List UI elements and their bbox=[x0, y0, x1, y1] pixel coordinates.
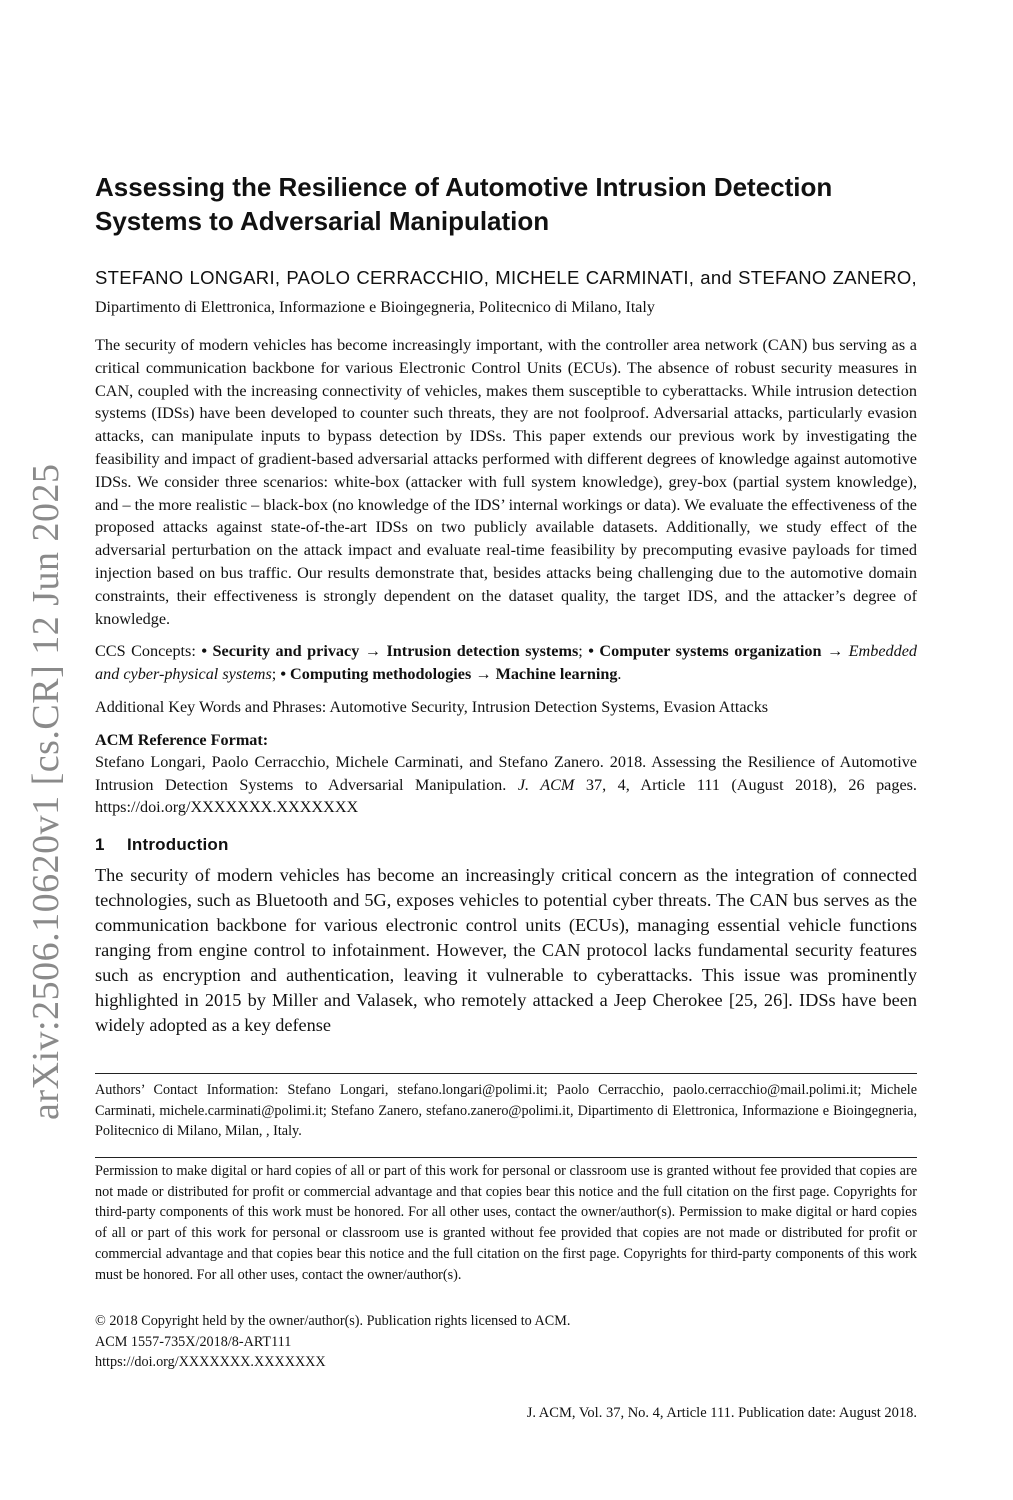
author-block bbox=[95, 264, 917, 322]
section-title: Introduction bbox=[127, 835, 229, 855]
paper-front-matter bbox=[95, 170, 917, 1038]
ccs-concept-embedded: → Embedded and cyber-physical systems bbox=[95, 642, 917, 684]
introduction-paragraph: The security of modern vehicles has become an increasingly critical concern as the integration of connected technologies, such as Bluetooth and 5G, exposes vehicles to potential cyber threats. The CAN bus serves as the communication backbone for various electronic control units (ECUs), managing essential vehicle functions ranging from engine control to infotainment. However, the CAN protocol lacks fundamental security features such as encryption and authentication, leaving it vulnerable to cyberattacks. This issue was prominently highlighted in 2015 by Miller and Valasek, who remotely attacked a Jeep Cherokee [25, 26]. IDSs have been widely adopted as a key defense bbox=[95, 865, 917, 1036]
copyright-line: © 2018 Copyright held by the owner/author(s). Publication rights licensed to ACM. bbox=[95, 1313, 571, 1329]
copyright-block bbox=[95, 1311, 917, 1373]
author-names: STEFANO LONGARI, PAOLO CERRACCHIO, MICHELE CARMINATI, and STEFANO ZANERO, bbox=[95, 267, 917, 288]
keywords: Additional Key Words and Phrases: Automotive Security, Intrusion Detection Systems, Evasion Attacks bbox=[95, 697, 769, 716]
permission-divider bbox=[95, 1157, 917, 1158]
author-contact-footnote: Authors’ Contact Information: Stefano Longari, stefano.longari@polimi.it; Paolo Cerracchio, paolo.cerracchio@mail.polimi.it; Michele Carminati, michele.carminati@polimi.it; Stefano Zanero, stefano.zanero@polimi.it, Dipartimento di Elettronica, Informazione e Bioingegneria, Politecnico di Milano, Milan, , Italy. bbox=[95, 1082, 917, 1139]
acm-identifier: ACM 1557-735X/2018/8-ART111 bbox=[95, 1333, 292, 1350]
ccs-concept-security: • Security and privacy → Intrusion detection systems bbox=[201, 642, 579, 661]
acm-reference-text bbox=[95, 751, 917, 819]
acm-reference-heading: ACM Reference Format: bbox=[95, 730, 269, 749]
permission-notice: Permission to make digital or hard copies of all or part of this work for personal or classroom use is granted without fee provided that copies are not made or distributed for profit or commercial advantage and that copies bear this notice and the full citation on the first page. Copyrights for third-party components of this work must be honored. For all other uses, contact the owner/author(s). Permission to make digital or hard copies of all or part of this work for personal or classroom use is granted without fee provided that copies are not made or distributed for profit or commercial advantage and that copies bear this notice and the full citation on the first page. Copyrights for third-party components of this work must be honored. For all other uses, contact the owner/author(s). bbox=[95, 1163, 917, 1283]
ccs-separator: ; bbox=[578, 642, 589, 661]
ccs-concept-computing-methodologies: • Computing methodologies → Machine learning bbox=[280, 665, 618, 684]
acm-reference-citation: Stefano Longari, Paolo Cerracchio, Michele Carminati, and Stefano Zanero. 2018. Assessing the Resilience of Automotive Intrusion Detection Systems to Adversarial Manipulation. bbox=[95, 752, 917, 794]
ccs-label: CCS Concepts: bbox=[95, 642, 202, 661]
ccs-concept-computer-systems: • Computer systems organization bbox=[588, 642, 822, 661]
paper-title: Assessing the Resilience of Automotive Intrusion Detection Systems to Adversarial Manipulation bbox=[95, 172, 833, 236]
acm-reference-details: 37, 4, Article 111 (August 2018), 26 pages. https://doi.org/XXXXXXX.XXXXXXX bbox=[95, 775, 917, 817]
author-affiliation: Dipartimento di Elettronica, Informazione e Bioingegneria, Politecnico di Milano, Italy bbox=[95, 299, 655, 316]
ccs-concepts bbox=[95, 640, 917, 686]
running-footer: J. ACM, Vol. 37, No. 4, Article 111. Publication date: August 2018. bbox=[526, 1405, 917, 1421]
section-number: 1 bbox=[95, 835, 105, 855]
ccs-separator: ; bbox=[271, 665, 281, 684]
acm-reference-journal: J. ACM bbox=[517, 775, 575, 794]
abstract: The security of modern vehicles has become increasingly important, with the controller area network (CAN) bus serving as a critical communication backbone for various Electronic Control Units (ECUs). The absence of robust security measures in CAN, coupled with the increasing connectivity of vehicles, makes them susceptible to cyberattacks. While intrusion detection systems (IDSs) have been developed to counter such threats, they are not foolproof. Adversarial attacks, particularly evasion attacks, can manipulate inputs to bypass detection by IDSs. This paper extends our previous work by investigating the feasibility and impact of gradient-based adversarial attacks performed with different degrees of knowledge against automotive IDSs. We consider three scenarios: white-box (attacker with full system knowledge), grey-box (partial system knowledge), and – the more realistic – black-box (no knowledge of the IDS’ internal workings or data). We evaluate the effectiveness of the proposed attacks against state-of-the-art IDSs on two publicly available datasets. Additionally, we study effect of the adversarial perturbation on the attack impact and evaluate real-time feasibility by precomputing evasive payloads for timed injection based on bus traffic. Our results demonstrate that, besides attacks being challenging due to the automotive domain constraints, their effectiveness is strongly dependent on the dataset quality, the target IDS, and the attacker’s degree of knowledge. bbox=[95, 336, 917, 628]
footnote-divider bbox=[95, 1073, 917, 1074]
section-heading-introduction bbox=[95, 833, 917, 857]
arxiv-identifier-stamp: arXiv:2506.10620v1 [cs.CR] 12 Jun 2025 bbox=[25, 463, 67, 1120]
doi-link[interactable]: https://doi.org/XXXXXXX.XXXXXXX bbox=[95, 1354, 326, 1370]
ccs-end: . bbox=[617, 665, 622, 684]
